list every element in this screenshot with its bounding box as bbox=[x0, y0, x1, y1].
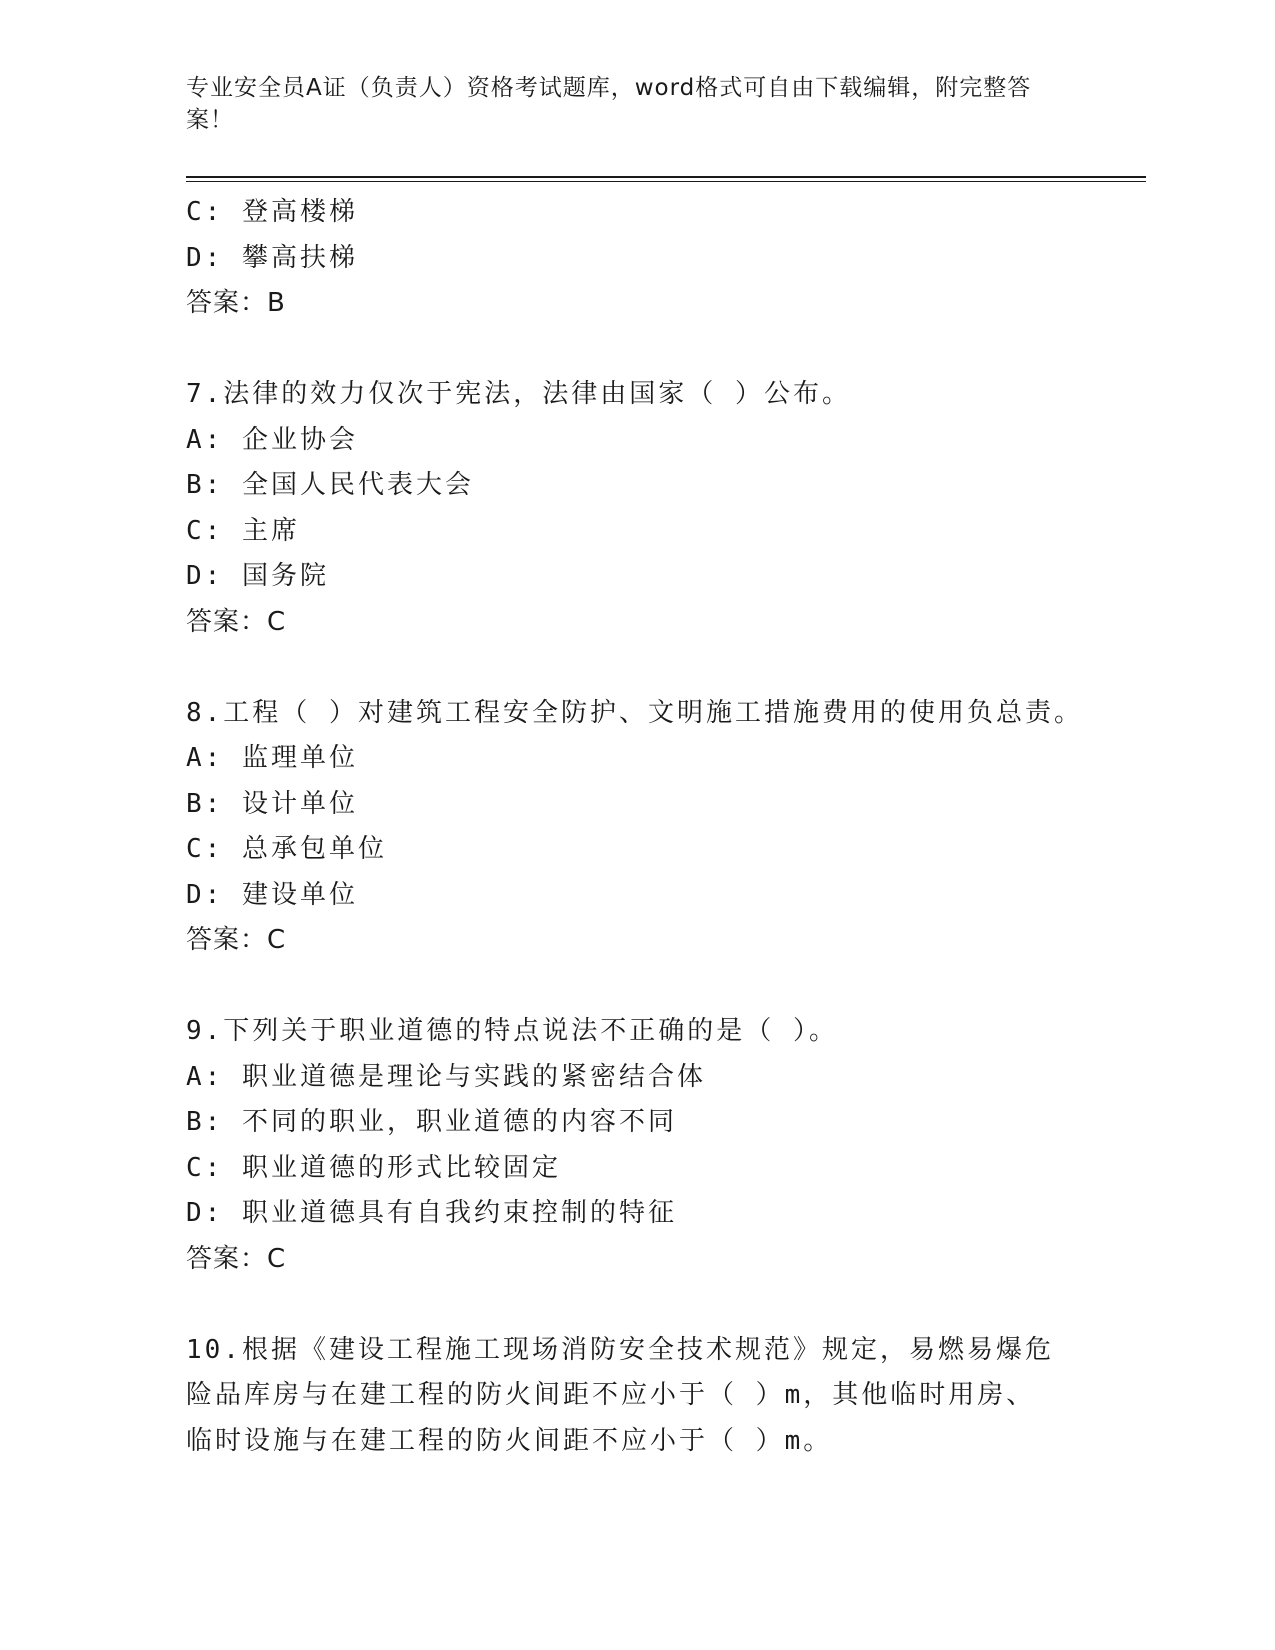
answer: 答案：C bbox=[186, 1243, 287, 1274]
option-d: D: 建设单位 bbox=[186, 879, 358, 910]
question-list bbox=[186, 190, 1086, 1464]
option-c: C: 职业道德的形式比较固定 bbox=[186, 1152, 561, 1183]
option-a: A: 职业道德是理论与实践的紧密结合体 bbox=[186, 1061, 706, 1092]
option-b: B: 不同的职业，职业道德的内容不同 bbox=[186, 1107, 677, 1137]
question-stem: 9.下列关于职业道德的特点说法不正确的是（ ）。 bbox=[186, 1016, 838, 1046]
option-d: D: 职业道德具有自我约束控制的特征 bbox=[186, 1198, 677, 1228]
option-c: C: 主席 bbox=[186, 515, 300, 546]
question-stem: 7.法律的效力仅次于宪法，法律由国家（ ）公布。 bbox=[186, 379, 851, 409]
spacer bbox=[186, 964, 1086, 1010]
option-a: A: 企业协会 bbox=[186, 424, 358, 455]
answer: 答案：C bbox=[186, 606, 287, 637]
header-rule-thin bbox=[186, 181, 1146, 182]
option-b: B: 全国人民代表大会 bbox=[186, 470, 474, 500]
spacer bbox=[186, 1282, 1086, 1328]
option-c: C: 总承包单位 bbox=[186, 834, 387, 864]
spacer bbox=[186, 327, 1086, 373]
question-stem: 10.根据《建设工程施工现场消防安全技术规范》规定，易燃易爆危险品库房与在建工程的防火间距不应小于（ ）m，其他临时用房、临时设施与在建工程的防火间距不应小于（ ）m。 bbox=[186, 1334, 1054, 1456]
answer: 答案：C bbox=[186, 925, 287, 955]
option-a: A: 监理单位 bbox=[186, 743, 358, 773]
spacer bbox=[186, 645, 1086, 691]
header-rule-thick bbox=[186, 176, 1146, 178]
option-d: D: 国务院 bbox=[186, 561, 329, 591]
option-b: B: 设计单位 bbox=[186, 788, 358, 819]
answer: 答案：B bbox=[186, 288, 286, 318]
option-c: C: 登高楼梯 bbox=[186, 197, 358, 227]
option-d: D: 攀高扶梯 bbox=[186, 242, 358, 273]
page-header: 专业安全员A证（负责人）资格考试题库，word格式可自由下载编辑，附完整答案！ bbox=[186, 75, 1032, 133]
question-stem: 8.工程（ ）对建筑工程安全防护、文明施工措施费用的使用负总责。 bbox=[186, 697, 1083, 728]
